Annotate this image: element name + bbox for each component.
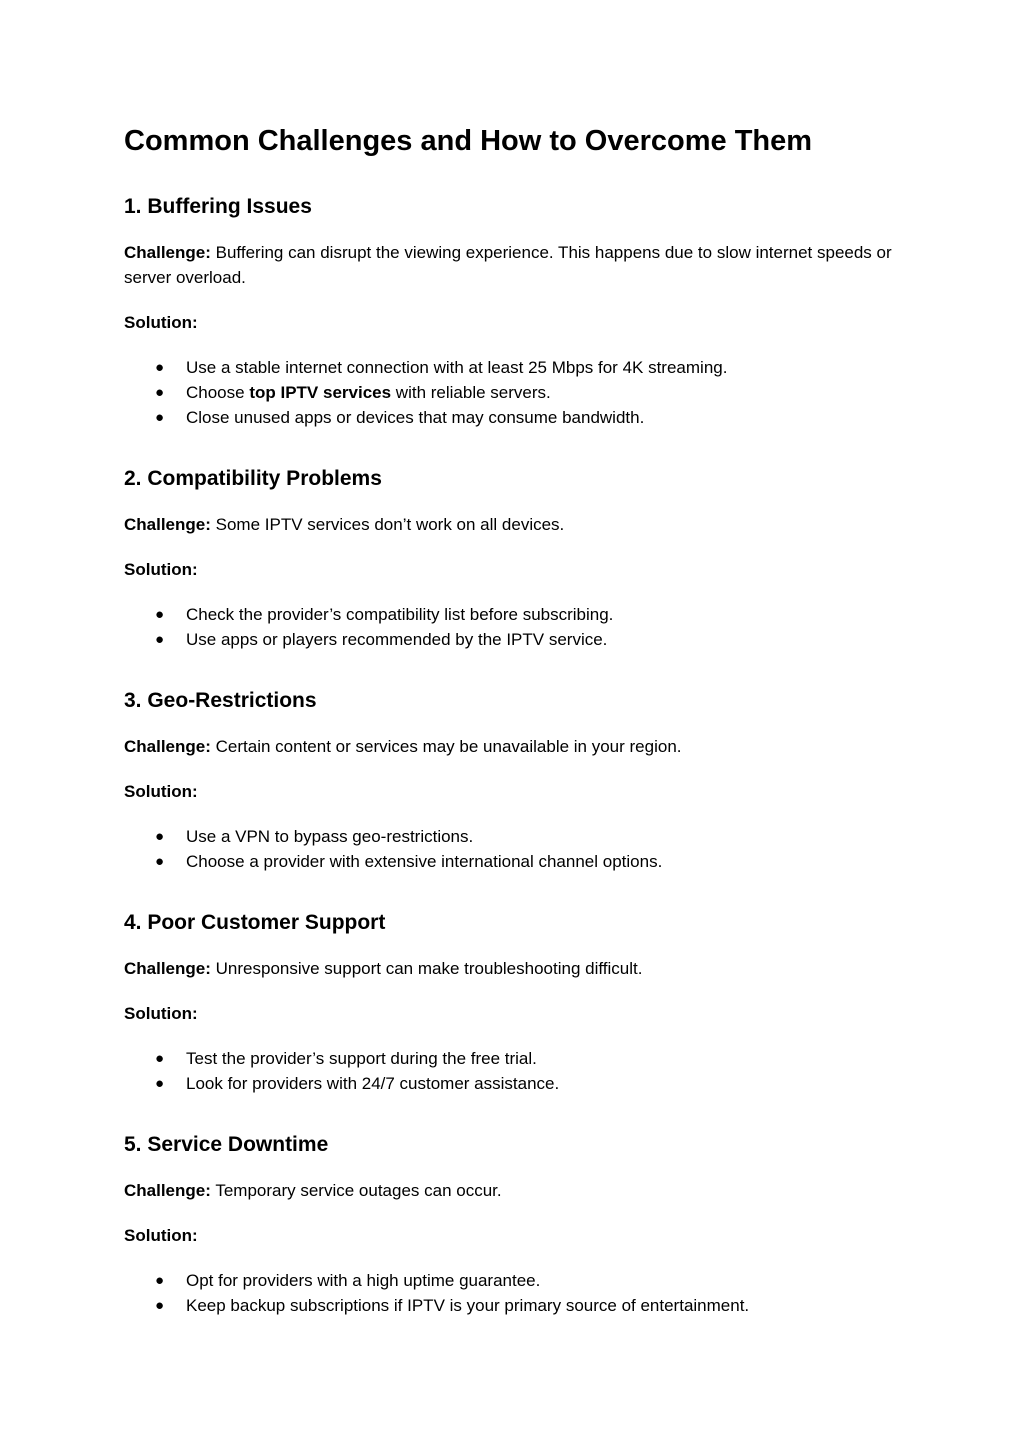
solution-label [124,1001,904,1026]
list-item-text: with reliable servers. [391,383,551,402]
challenge-paragraph [124,512,904,537]
bullet-icon: ● [155,631,165,648]
list-item [124,1293,904,1318]
bullet-icon: ● [155,409,165,426]
solution-list [124,355,904,430]
list-item-text: Opt for providers with a high uptime guarantee. [186,1271,541,1290]
challenge-text: Temporary service outages can occur. [215,1181,502,1200]
solution-label-text: Solution: [124,782,198,801]
solution-list [124,602,904,652]
list-item [124,1268,904,1293]
list-item-text: Close unused apps or devices that may consume bandwidth. [186,408,645,427]
bullet-icon: ● [155,359,165,376]
challenge-label: Challenge: [124,959,211,978]
solution-list [124,824,904,874]
solution-label-text: Solution: [124,560,198,579]
bullet-icon: ● [155,1297,165,1314]
list-item-bold-text: top IPTV services [249,383,392,402]
challenge-label: Challenge: [124,515,211,534]
list-item [124,602,904,627]
list-item-text: Use a stable internet connection with at least 25 Mbps for 4K streaming. [186,358,728,377]
section-heading: 3. Geo-Restrictions [124,689,317,712]
section-heading: 1. Buffering Issues [124,195,312,218]
list-item [124,380,904,405]
list-item-text: Keep backup subscriptions if IPTV is your primary source of entertainment. [186,1296,750,1315]
solution-list [124,1268,904,1318]
list-item [124,1046,904,1071]
bullet-icon: ● [155,853,165,870]
page-title: Common Challenges and How to Overcome Them [124,125,813,157]
list-item [124,824,904,849]
section-heading: 4. Poor Customer Support [124,911,386,934]
section [124,1131,904,1318]
challenge-text: Buffering can disrupt the viewing experience. This happens due to slow internet speeds or server overload. [124,243,892,287]
solution-label-text: Solution: [124,313,198,332]
solution-label-text: Solution: [124,1004,198,1023]
section [124,687,904,874]
section-heading: 2. Compatibility Problems [124,467,382,490]
solution-label-text: Solution: [124,1226,198,1245]
list-item [124,849,904,874]
list-item-text: Check the provider’s compatibility list before subscribing. [186,605,614,624]
list-item-text: Use a VPN to bypass geo-restrictions. [186,827,474,846]
list-item-text: Look for providers with 24/7 customer assistance. [186,1074,560,1093]
section [124,909,904,1096]
challenge-text: Certain content or services may be unavailable in your region. [215,737,682,756]
challenge-text: Some IPTV services don’t work on all devices. [215,515,565,534]
list-item [124,405,904,430]
bullet-icon: ● [155,606,165,623]
challenge-paragraph [124,734,904,759]
solution-label [124,779,904,804]
section [124,465,904,652]
bullet-icon: ● [155,1050,165,1067]
list-item-text: Use apps or players recommended by the IPTV service. [186,630,608,649]
challenge-label: Challenge: [124,1181,211,1200]
challenge-text: Unresponsive support can make troubleshooting difficult. [215,959,643,978]
challenge-label: Challenge: [124,243,211,262]
list-item [124,1071,904,1096]
solution-label [124,1223,904,1248]
list-item [124,355,904,380]
bullet-icon: ● [155,1075,165,1092]
document-page [124,122,904,1318]
solution-list [124,1046,904,1096]
solution-label [124,310,904,335]
list-item [124,627,904,652]
section [124,193,904,430]
bullet-icon: ● [155,828,165,845]
bullet-icon: ● [155,384,165,401]
challenge-label: Challenge: [124,737,211,756]
list-item-text: Choose a provider with extensive international channel options. [186,852,663,871]
challenge-paragraph [124,1178,904,1203]
bullet-icon: ● [155,1272,165,1289]
list-item-text: Test the provider’s support during the free trial. [186,1049,537,1068]
section-heading: 5. Service Downtime [124,1133,329,1156]
challenge-paragraph [124,956,904,981]
sections-container [124,193,904,1318]
list-item-text: Choose [186,383,250,402]
challenge-paragraph [124,240,904,290]
solution-label [124,557,904,582]
